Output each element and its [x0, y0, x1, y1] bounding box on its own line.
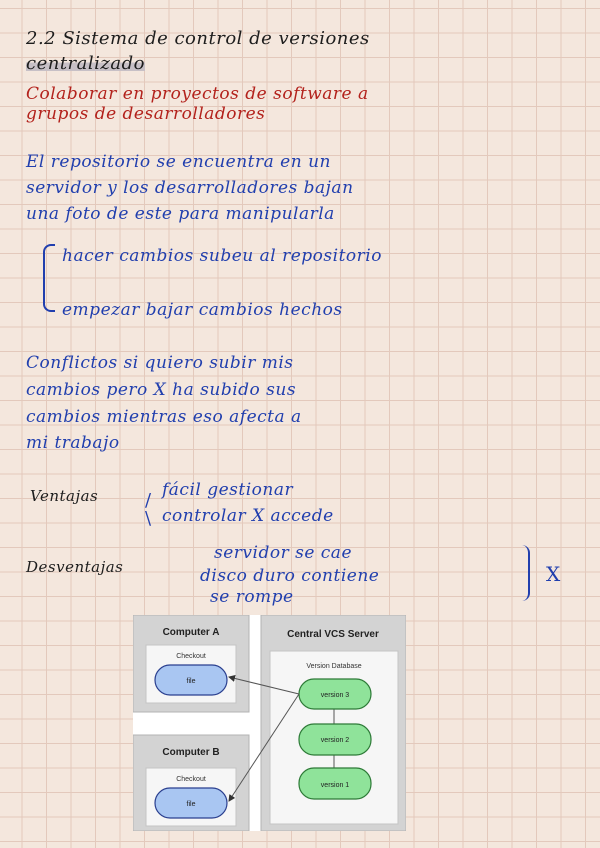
repository-line-1: El repositorio se encuentra en un	[26, 152, 331, 172]
conflicts-line-1: Conflictos si quiero subir mis	[26, 353, 294, 373]
conflicts-line-4: mi trabajo	[26, 433, 120, 453]
conflicts-line-2: cambios pero X ha subido sus	[26, 380, 297, 400]
computer-a-label: Computer A	[162, 627, 220, 638]
file-b-label: file	[186, 801, 196, 808]
heading-highlight: centralizado	[26, 53, 145, 74]
vcs-diagram	[133, 615, 406, 831]
computer-b-label: Computer B	[162, 747, 220, 758]
version-2-label: version 2	[320, 737, 350, 744]
heading-line-2	[26, 53, 145, 74]
disadvantages-bracket	[516, 545, 530, 601]
changes-bracket	[43, 244, 55, 312]
changes-item-2: empezar bajar cambios hechos	[62, 300, 343, 320]
heading-line-1: 2.2 Sistema de control de versiones	[26, 28, 370, 49]
conflicts-line-3: cambios mientras eso afecta a	[26, 407, 302, 427]
checkout-b-label: Checkout	[176, 776, 206, 783]
advantages-item-2: controlar X accede	[162, 506, 334, 526]
file-a-label: file	[186, 678, 196, 685]
repository-line-3: una foto de este para manipularla	[26, 204, 335, 224]
advantages-label: Ventajas	[30, 487, 99, 505]
advantages-branch-mark-2: \	[145, 508, 152, 529]
advantages-item-1: fácil gestionar	[162, 480, 294, 500]
disadvantages-mark: X	[546, 562, 561, 586]
version-1-label: version 1	[320, 782, 350, 789]
repository-line-2: servidor y los desarrolladores bajan	[26, 178, 354, 198]
disadvantages-item-1: servidor se cae	[214, 543, 353, 563]
disadvantages-label: Desventajas	[26, 558, 124, 576]
server-label: Central VCS Server	[287, 629, 379, 640]
checkout-a-label: Checkout	[176, 653, 206, 660]
version-3-label: version 3	[320, 692, 350, 699]
advantages-branch-mark-1: /	[145, 490, 152, 511]
intro-line-1: Colaborar en proyectos de software a	[26, 84, 369, 104]
changes-item-1: hacer cambios subeu al repositorio	[62, 246, 382, 266]
version-database-label: Version Database	[306, 663, 362, 670]
disadvantages-item-2: disco duro contiene	[200, 566, 380, 586]
intro-line-2: grupos de desarrolladores	[26, 104, 266, 124]
disadvantages-item-3: se rompe	[210, 587, 294, 607]
